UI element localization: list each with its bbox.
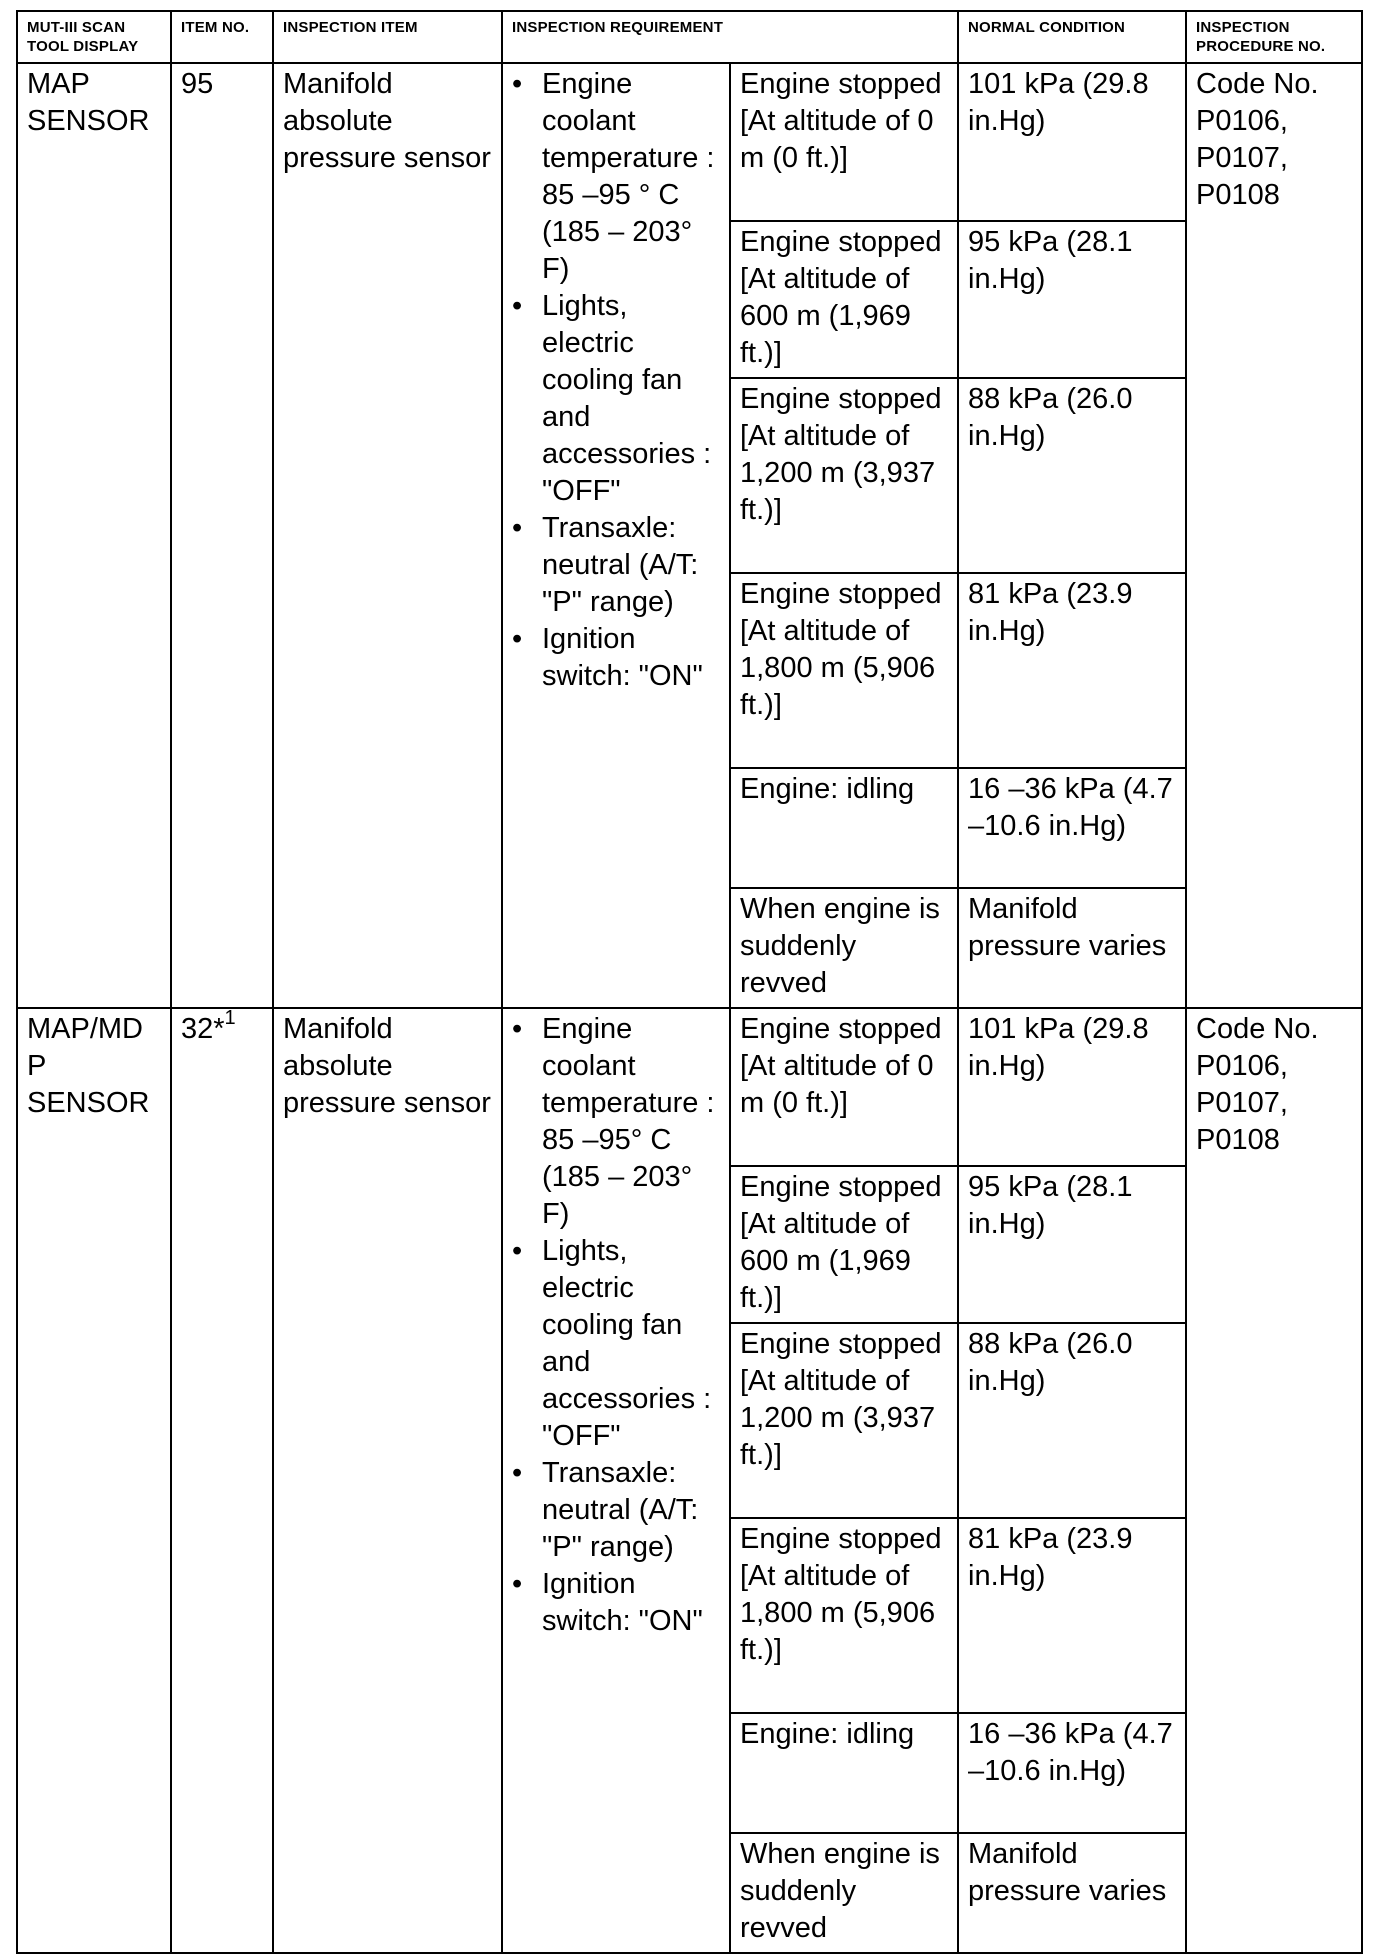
header-procedure-no: INSPECTION PROCEDURE NO. — [1186, 11, 1362, 63]
requirement-bullet: • Engine coolant temperature : 85 –95 ° C (185 – 203° F) — [542, 66, 721, 288]
item-no — [171, 63, 273, 1008]
normal-condition: 16 –36 kPa (4.7 –10.6 in.Hg) — [958, 768, 1186, 888]
inspection-requirement-list — [502, 1008, 730, 1953]
procedure-no: Code No. P0106, P0107, P0108 — [1186, 63, 1362, 1008]
inspection-requirement-list — [502, 63, 730, 1008]
condition-requirement: Engine stopped [At altitude of 0 m (0 ft.)] — [730, 63, 958, 221]
normal-condition: 95 kPa (28.1 in.Hg) — [958, 221, 1186, 378]
header-row — [17, 11, 1362, 63]
header-display: MUT-III SCAN TOOL DISPLAY — [17, 11, 171, 63]
normal-condition: 101 kPa (29.8 in.Hg) — [958, 1008, 1186, 1166]
condition-requirement: Engine stopped [At altitude of 1,200 m (3,937 ft.)] — [730, 378, 958, 573]
normal-condition: 88 kPa (26.0 in.Hg) — [958, 1323, 1186, 1518]
item-no-value: 32* — [181, 1013, 225, 1045]
header-normal-condition: NORMAL CONDITION — [958, 11, 1186, 63]
requirement-bullet: • Transaxle: neutral (A/T: "P" range) — [542, 510, 721, 621]
item-no-value: 95 — [181, 68, 214, 100]
normal-condition: 16 –36 kPa (4.7 –10.6 in.Hg) — [958, 1713, 1186, 1833]
inspection-table — [16, 10, 1363, 1954]
condition-requirement: Engine stopped [At altitude of 1,200 m (3,937 ft.)] — [730, 1323, 958, 1518]
normal-condition: Manifold pressure varies — [958, 888, 1186, 1008]
item-no-footnote: 1 — [224, 1007, 236, 1030]
inspection-item: Manifold absolute pressure sensor — [273, 63, 502, 1008]
condition-requirement: Engine stopped [At altitude of 1,800 m (5,906 ft.)] — [730, 1518, 958, 1713]
normal-condition: 95 kPa (28.1 in.Hg) — [958, 1166, 1186, 1323]
scan-tool-display: MAP/MDP SENSOR — [17, 1008, 171, 1953]
condition-requirement: Engine stopped [At altitude of 600 m (1,969 ft.)] — [730, 1166, 958, 1323]
requirement-bullet: • Ignition switch: "ON" — [542, 1566, 721, 1640]
condition-requirement: Engine stopped [At altitude of 0 m (0 ft.)] — [730, 1008, 958, 1166]
item-no — [171, 1008, 273, 1953]
requirement-bullet: • Ignition switch: "ON" — [542, 621, 721, 695]
requirement-bullet: • Engine coolant temperature : 85 –95° C (185 – 203° F) — [542, 1011, 721, 1233]
condition-requirement: Engine stopped [At altitude of 600 m (1,969 ft.)] — [730, 221, 958, 378]
requirement-bullet: • Transaxle: neutral (A/T: "P" range) — [542, 1455, 721, 1566]
header-item-no: ITEM NO. — [171, 11, 273, 63]
table-row — [17, 63, 1362, 221]
normal-condition: 88 kPa (26.0 in.Hg) — [958, 378, 1186, 573]
normal-condition: 81 kPa (23.9 in.Hg) — [958, 573, 1186, 768]
table-row — [17, 1008, 1362, 1166]
condition-requirement: Engine: idling — [730, 1713, 958, 1833]
inspection-item: Manifold absolute pressure sensor — [273, 1008, 502, 1953]
scan-tool-display: MAP SENSOR — [17, 63, 171, 1008]
condition-requirement: When engine is suddenly revved — [730, 1833, 958, 1953]
condition-requirement: Engine: idling — [730, 768, 958, 888]
header-inspection-item: INSPECTION ITEM — [273, 11, 502, 63]
requirement-bullet: • Lights, electric cooling fan and accessories : "OFF" — [542, 288, 721, 510]
normal-condition: 81 kPa (23.9 in.Hg) — [958, 1518, 1186, 1713]
normal-condition: Manifold pressure varies — [958, 1833, 1186, 1953]
normal-condition: 101 kPa (29.8 in.Hg) — [958, 63, 1186, 221]
requirement-bullet: • Lights, electric cooling fan and accessories : "OFF" — [542, 1233, 721, 1455]
procedure-no: Code No. P0106, P0107, P0108 — [1186, 1008, 1362, 1953]
condition-requirement: Engine stopped [At altitude of 1,800 m (5,906 ft.)] — [730, 573, 958, 768]
condition-requirement: When engine is suddenly revved — [730, 888, 958, 1008]
header-inspection-requirement: INSPECTION REQUIREMENT — [502, 11, 958, 63]
